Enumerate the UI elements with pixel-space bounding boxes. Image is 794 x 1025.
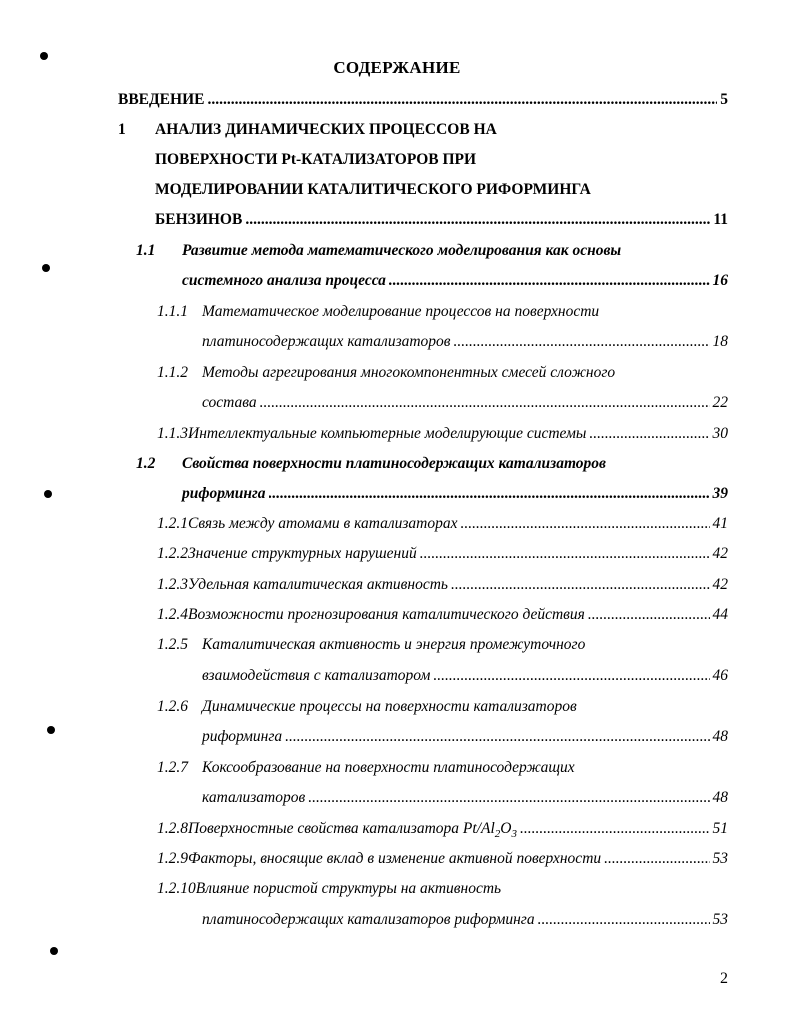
toc-entry-section-1-1[interactable] xyxy=(136,239,621,263)
toc-page-number: 53 xyxy=(712,911,728,928)
toc-page-number: 48 xyxy=(712,728,728,745)
toc-section-number: 1 xyxy=(118,121,126,138)
toc-page-number: 46 xyxy=(712,667,728,684)
dot-leader xyxy=(207,88,717,112)
toc-entry-section-1-2-3[interactable] xyxy=(157,573,728,597)
toc-section-number: 1.2.2 xyxy=(157,545,188,562)
dot-leader xyxy=(285,725,709,749)
toc-section-number: 1.1 xyxy=(136,242,156,259)
toc-section-number: 1.2.8 xyxy=(157,820,188,837)
toc-entry-title: Коксообразование на поверхности платиносодержащих xyxy=(202,759,575,776)
toc-entry-continuation xyxy=(202,391,728,415)
dot-leader xyxy=(308,786,709,810)
toc-entry-title: Динамические процессы на поверхности катализаторов xyxy=(202,698,577,715)
toc-section-number: 1.1.1 xyxy=(157,303,188,320)
toc-page-number: 53 xyxy=(712,850,728,867)
toc-page-number: 51 xyxy=(712,820,728,837)
toc-entry-title: системного анализа процесса xyxy=(182,272,386,289)
toc-page-number: 16 xyxy=(712,272,728,289)
toc-section-number: 1.2 xyxy=(136,455,156,472)
dot-leader xyxy=(604,847,709,871)
dot-leader xyxy=(260,391,710,415)
toc-entry-section-1-1-2[interactable] xyxy=(157,361,615,385)
toc-entry-continuation xyxy=(202,908,728,932)
dot-leader xyxy=(589,422,709,446)
toc-entry-title xyxy=(188,817,517,846)
toc-entry-title: риформинга xyxy=(182,485,266,502)
toc-entry-title: Факторы, вносящие вклад в изменение активной поверхности xyxy=(188,850,602,867)
toc-entry-title: Развитие метода математического моделирования как основы xyxy=(182,242,622,259)
title-text: Поверхностные свойства катализатора Pt/Al xyxy=(188,820,495,837)
toc-entry-continuation xyxy=(155,208,728,232)
toc-entry-title: Возможности прогнозирования каталитического действия xyxy=(188,606,585,623)
toc-entry-title: катализаторов xyxy=(202,789,306,806)
subscript: 3 xyxy=(511,828,517,841)
toc-entry-continuation xyxy=(155,148,476,172)
toc-entry-title: платиносодержащих катализаторов xyxy=(202,333,451,350)
toc-entry-title: Каталитическая активность и энергия промежуточного xyxy=(202,636,586,653)
toc-entry-title: ПОВЕРХНОСТИ Pt-КАТАЛИЗАТОРОВ ПРИ xyxy=(155,151,477,168)
dot-leader xyxy=(420,542,710,566)
dot-leader xyxy=(520,817,710,841)
toc-entry-title: Математическое моделирование процессов на поверхности xyxy=(202,303,600,320)
dot-leader xyxy=(451,573,710,597)
toc-entry-section-1-2-8[interactable] xyxy=(157,817,728,841)
toc-section-number: 1.1.2 xyxy=(157,364,188,381)
toc-entry-title: Значение структурных нарушений xyxy=(188,545,417,562)
toc-entry-section-1-2-2[interactable] xyxy=(157,542,728,566)
binder-hole-mark xyxy=(50,947,58,955)
toc-page-number: 11 xyxy=(713,211,728,228)
toc-entry-section-1-2-6[interactable] xyxy=(157,695,577,719)
dot-leader xyxy=(538,908,710,932)
toc-entry-section-1-2[interactable] xyxy=(136,452,606,476)
toc-entry-title: риформинга xyxy=(202,728,283,745)
toc-page-number: 22 xyxy=(712,394,728,411)
toc-entry-section-1-1-3[interactable] xyxy=(157,422,728,446)
toc-entry-title: взаимодействия с катализатором xyxy=(202,667,431,684)
title-text: O xyxy=(500,820,512,837)
binder-hole-mark xyxy=(40,52,48,60)
toc-entry-continuation xyxy=(202,664,728,688)
toc-entry-continuation xyxy=(202,786,728,810)
toc-entry-section-1-1-1[interactable] xyxy=(157,300,599,324)
dot-leader xyxy=(433,664,709,688)
toc-page-number: 41 xyxy=(712,515,728,532)
toc-entry-title: ВВЕДЕНИЕ xyxy=(118,91,205,108)
toc-entry-title: состава xyxy=(202,394,257,411)
toc-section-number: 1.2.10 xyxy=(157,880,196,897)
toc-entry-title: МОДЕЛИРОВАНИИ КАТАЛИТИЧЕСКОГО РИФОРМИНГА xyxy=(155,181,591,198)
toc-entry-title: БЕНЗИНОВ xyxy=(155,211,243,228)
toc-page-number: 18 xyxy=(712,333,728,350)
toc-entry-title: Влияние пористой структуры на активность xyxy=(195,880,502,897)
toc-page-number: 42 xyxy=(712,545,728,562)
toc-page-number: 42 xyxy=(712,576,728,593)
toc-page-number: 48 xyxy=(712,789,728,806)
toc-entry-section-1-2-5[interactable] xyxy=(157,633,585,657)
page-title: СОДЕРЖАНИЕ xyxy=(333,58,461,77)
toc-entry-section-1[interactable] xyxy=(118,118,497,142)
toc-section-number: 1.1.3 xyxy=(157,425,188,442)
toc-section-number: 1.2.5 xyxy=(157,636,188,653)
toc-section-number: 1.2.4 xyxy=(157,606,188,623)
toc-entry-continuation xyxy=(155,178,591,202)
dot-leader xyxy=(588,603,710,627)
toc-entry-title: платиносодержащих катализаторов риформинга xyxy=(202,911,535,928)
page-number: 2 xyxy=(720,970,728,987)
toc-entry-title: Методы агрегирования многокомпонентных смесей сложного xyxy=(202,364,616,381)
binder-hole-mark xyxy=(47,726,55,734)
toc-page-number: 44 xyxy=(712,606,728,623)
toc-page-number: 39 xyxy=(712,485,728,502)
binder-hole-mark xyxy=(44,490,52,498)
toc-entry-title: Интеллектуальные компьютерные моделирующие системы xyxy=(188,425,587,442)
dot-leader xyxy=(245,208,710,232)
binder-hole-mark xyxy=(42,264,50,272)
toc-entry-section-1-2-10[interactable] xyxy=(157,877,501,901)
dot-leader xyxy=(454,330,710,354)
toc-section-number: 1.2.7 xyxy=(157,759,188,776)
toc-entry-continuation xyxy=(202,725,728,749)
toc-section-number: 1.2.9 xyxy=(157,850,188,867)
toc-section-number: 1.2.1 xyxy=(157,515,188,532)
toc-entry-section-1-2-1[interactable] xyxy=(157,512,728,536)
toc-entry-title: АНАЛИЗ ДИНАМИЧЕСКИХ ПРОЦЕССОВ НА xyxy=(155,121,497,138)
toc-entry-title: Свойства поверхности платиносодержащих катализаторов xyxy=(182,455,606,472)
toc-entry-section-1-2-7[interactable] xyxy=(157,756,575,780)
toc-page-number: 5 xyxy=(720,91,728,108)
dot-leader xyxy=(389,269,710,293)
dot-leader xyxy=(460,512,709,536)
toc-section-number: 1.2.3 xyxy=(157,576,188,593)
toc-entry-title: Удельная каталитическая активность xyxy=(188,576,448,593)
dot-leader xyxy=(269,482,710,506)
toc-section-number: 1.2.6 xyxy=(157,698,188,715)
toc-entry-introduction[interactable] xyxy=(118,88,728,112)
toc-entry-continuation xyxy=(182,269,728,293)
toc-entry-section-1-2-9[interactable] xyxy=(157,847,728,871)
toc-page-number: 30 xyxy=(712,425,728,442)
toc-entry-section-1-2-4[interactable] xyxy=(157,603,728,627)
toc-entry-title: Связь между атомами в катализаторах xyxy=(188,515,458,532)
toc-entry-continuation xyxy=(202,330,728,354)
subscript: 2 xyxy=(494,828,501,841)
toc-entry-continuation xyxy=(182,482,728,506)
